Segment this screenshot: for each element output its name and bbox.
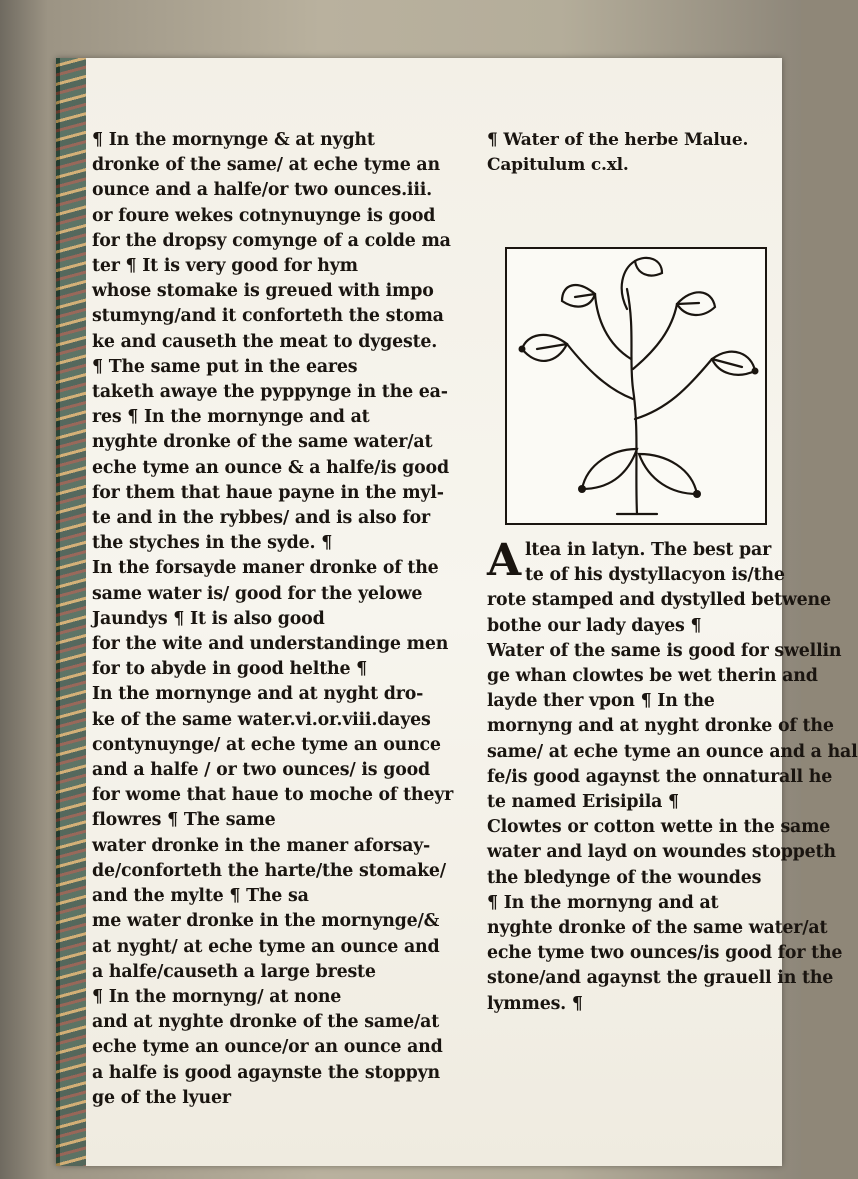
left-column-line: or foure wekes cotnynuynge is good xyxy=(92,205,436,226)
left-column-line: whose stomake is greued with impo xyxy=(92,281,434,302)
left-column-line: ¶ The same put in the eares xyxy=(92,356,358,377)
left-column-line: and at nyghte dronke of the same/at xyxy=(92,1012,440,1033)
left-column-line: and a halfe / or two ounces/ is good xyxy=(92,760,430,781)
chapter-heading: ¶ Water of the herbe Malue. xyxy=(487,130,749,150)
drop-cap-rest: ltea in latyn. The best par xyxy=(524,540,772,560)
left-column-line: for to abyde in good helthe ¶ xyxy=(92,659,368,680)
left-column-line: ke of the same water.vi.or.viii.dayes xyxy=(92,709,431,730)
left-column-line: water dronke in the maner aforsay- xyxy=(92,835,431,856)
left-column-line: for wome that haue to moche of theyr xyxy=(92,785,454,806)
left-column-line: a halfe/causeth a large breste xyxy=(92,961,376,982)
right-lower-text xyxy=(487,535,858,1017)
right-column-line: nyghte dronke of the same water/at xyxy=(487,918,828,939)
right-text-column xyxy=(487,128,777,178)
right-column-line: lymmes. ¶ xyxy=(487,993,583,1014)
left-column-line: contynuynge/ at eche tyme an ounce xyxy=(92,734,441,755)
right-column-line: Clowtes or cotton wette in the same xyxy=(487,817,831,838)
right-column-line: te of his dystyllacyon is/the xyxy=(524,565,785,586)
right-column-line: fe/is good agaynst the onnaturall he xyxy=(487,766,833,787)
left-column-line: eche tyme an ounce & a halfe/is good xyxy=(92,457,449,478)
right-column-line: water and layd on woundes stoppeth xyxy=(487,842,836,863)
right-column-line: rote stamped and dystylled betwene xyxy=(487,590,831,611)
left-column-line: eche tyme an ounce/or an ounce and xyxy=(92,1037,443,1058)
left-column-line: nyghte dronke of the same water/at xyxy=(92,432,433,453)
right-column-line: ¶ In the mornyng and at xyxy=(487,892,719,913)
left-column-line: at nyght/ at eche tyme an ounce and xyxy=(92,936,440,957)
right-column-line: the bledynge of the woundes xyxy=(487,867,762,888)
left-column-line: ounce and a halfe/or two ounces.iii. xyxy=(92,180,432,201)
left-column-line: Jaundys ¶ It is also good xyxy=(92,608,325,629)
right-column-line: Water of the same is good for swellin xyxy=(487,640,842,661)
left-column-line: ter ¶ It is very good for hym xyxy=(92,256,358,277)
woodcut-illustration xyxy=(505,247,767,525)
left-column-line: taketh awaye the pyppynge in the ea- xyxy=(92,382,448,403)
left-column-line: ke and causeth the meat to dygeste. xyxy=(92,331,438,352)
left-column-line: In the mornynge and at nyght dro- xyxy=(92,684,424,705)
left-column-line: te and in the rybbes/ and is also for xyxy=(92,508,430,529)
right-column-line: eche tyme two ounces/is good for the xyxy=(487,943,843,964)
left-column-line: a halfe is good agaynste the stoppyn xyxy=(92,1062,440,1083)
right-column-line: layde ther vpon ¶ In the xyxy=(487,691,715,712)
right-column-line: ge whan clowtes be wet therin and xyxy=(487,666,818,687)
right-column-line: mornyng and at nyght dronke of the xyxy=(487,716,834,737)
mallow-plant-drawing xyxy=(507,249,765,523)
left-text-column xyxy=(92,128,464,1111)
left-column-line: me water dronke in the mornynge/& xyxy=(92,911,440,932)
drop-cap: A xyxy=(487,535,521,586)
left-column-line: for the dropsy comynge of a colde ma xyxy=(92,230,451,251)
left-column-line: res ¶ In the mornynge and at xyxy=(92,407,370,428)
left-column-line: ¶ In the mornyng/ at none xyxy=(92,986,342,1007)
left-column-line: ge of the lyuer xyxy=(92,1087,231,1108)
right-column-line: same/ at eche tyme an ounce and a hal xyxy=(487,741,858,762)
right-column-line: stone/and agaynst the grauell in the xyxy=(487,968,834,989)
right-column-line: te named Erisipila ¶ xyxy=(487,792,679,813)
chapter-number: Capitulum c.xl. xyxy=(487,155,629,176)
left-column-line: ¶ In the mornynge & at nyght xyxy=(92,130,375,150)
marbled-binding-edge xyxy=(56,58,86,1166)
left-column-line: for them that haue payne in the myl- xyxy=(92,482,444,503)
left-column-line: In the forsayde maner dronke of the xyxy=(92,558,439,579)
left-column-line: and the mylte ¶ The sa xyxy=(92,886,309,907)
left-column-line: de/conforteth the harte/the stomake/ xyxy=(92,860,446,881)
right-column-line: bothe our lady dayes ¶ xyxy=(487,615,702,636)
left-column-line: flowres ¶ The same xyxy=(92,810,276,831)
left-column-line: stumyng/and it conforteth the stoma xyxy=(92,306,444,327)
left-column-line: dronke of the same/ at eche tyme an xyxy=(92,155,440,176)
left-column-line: the styches in the syde. ¶ xyxy=(92,533,333,554)
left-column-line: same water is/ good for the yelowe xyxy=(92,583,423,604)
left-column-line: for the wite and understandinge men xyxy=(92,634,449,655)
